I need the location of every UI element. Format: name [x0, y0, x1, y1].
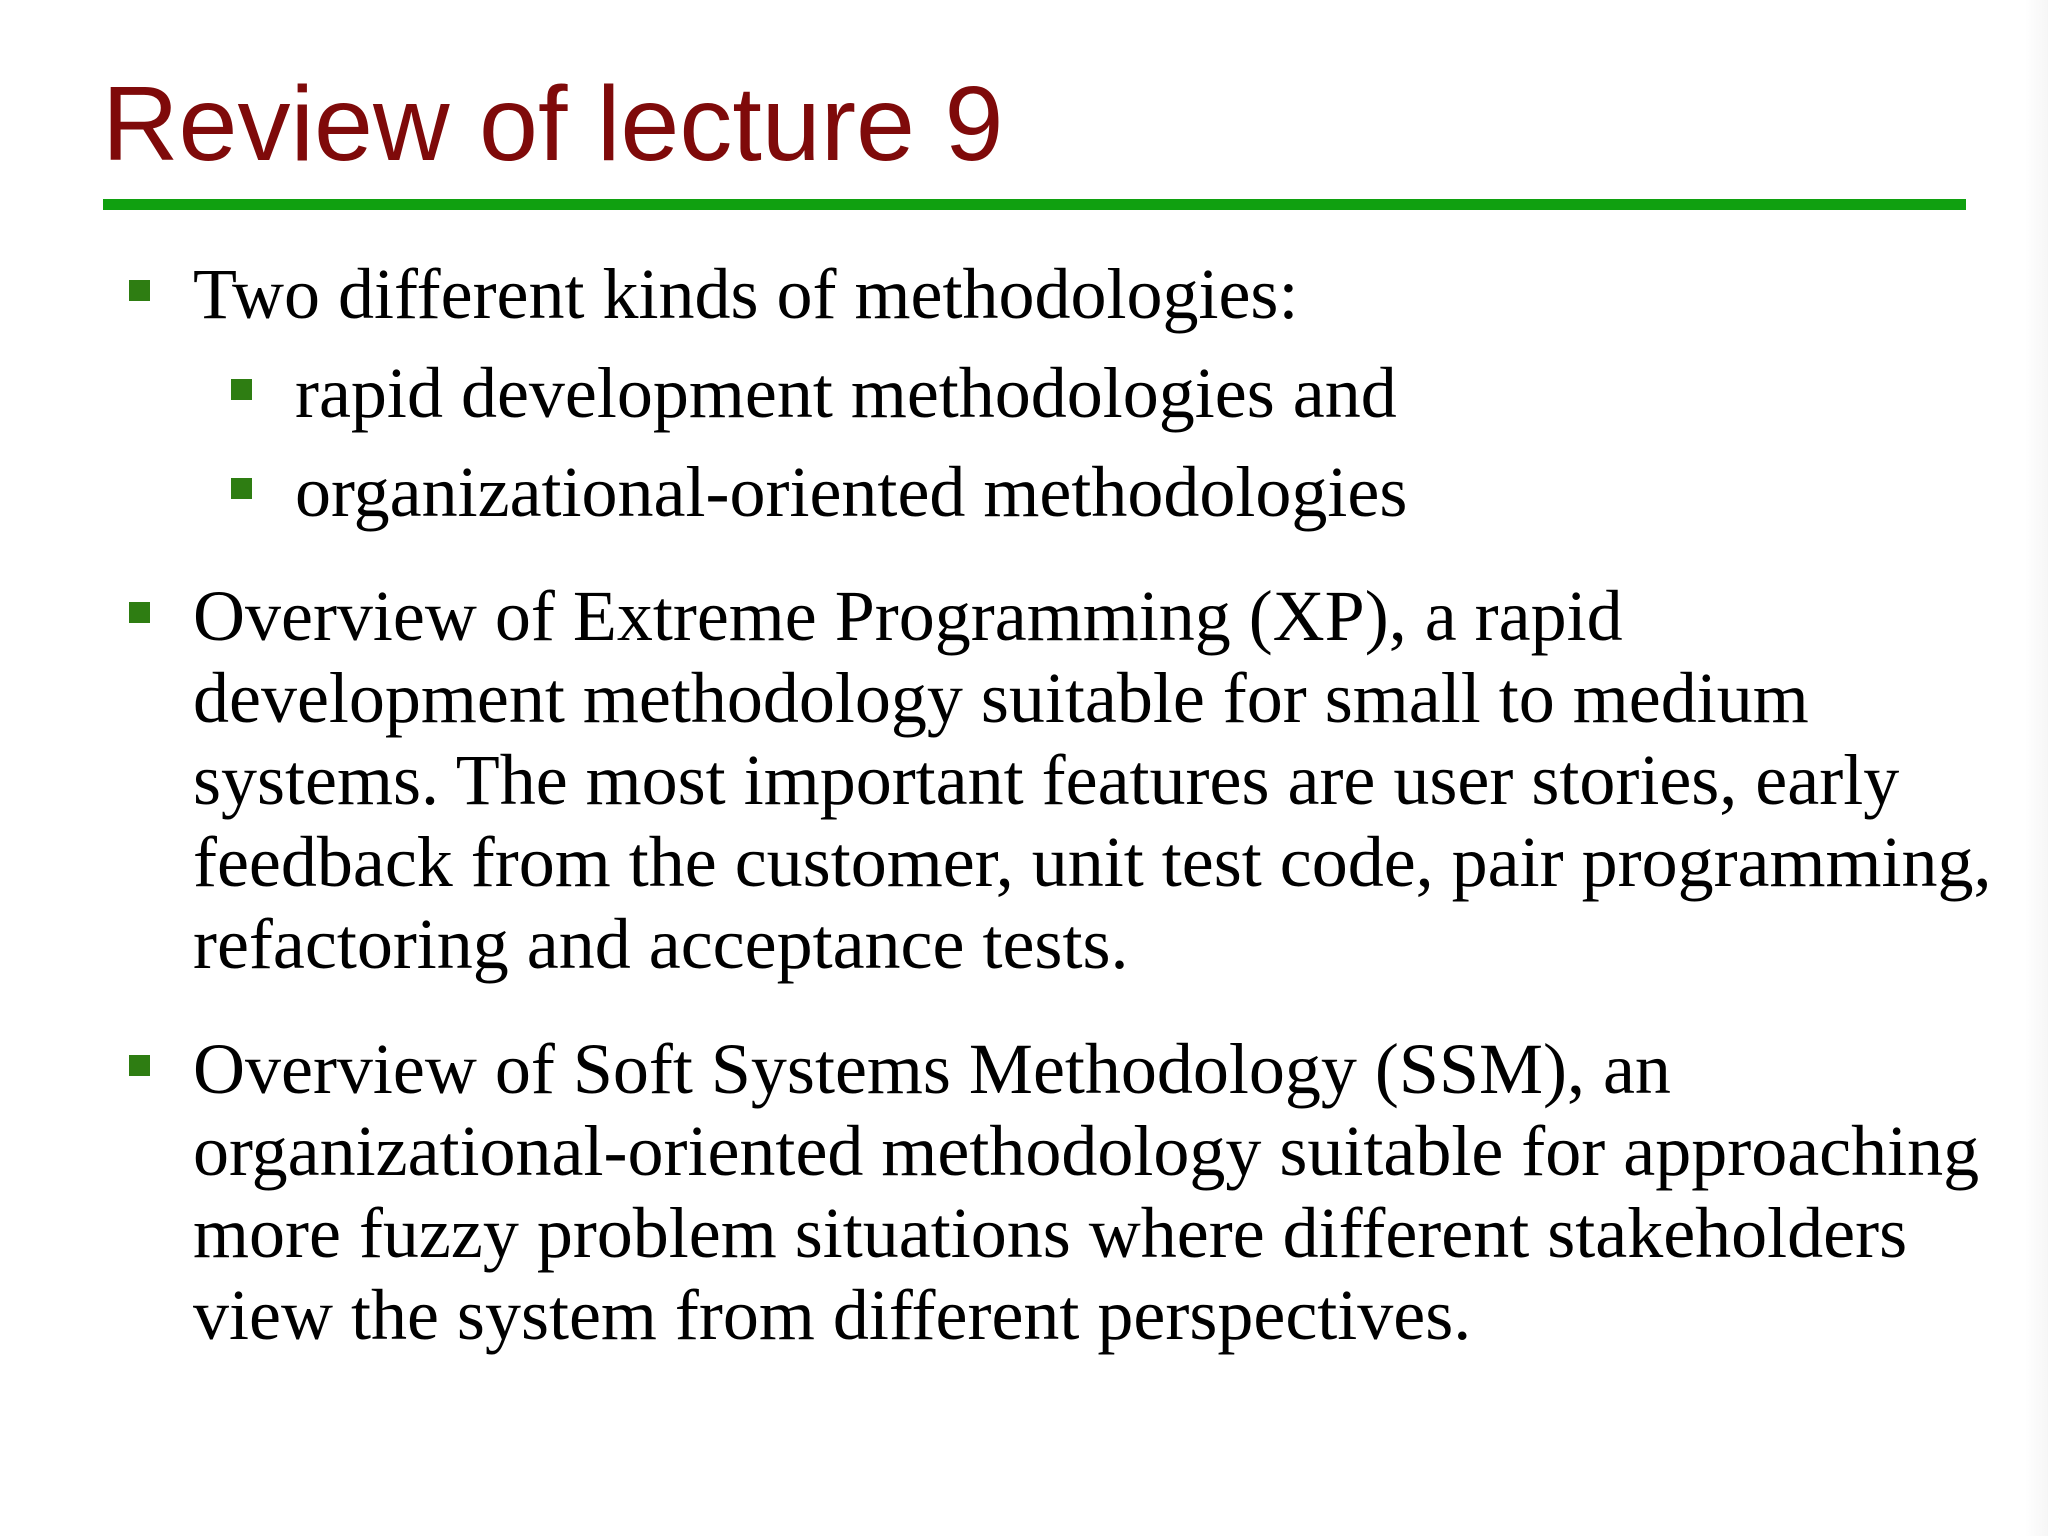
bullet-item-rapid-development — [295, 352, 1975, 434]
slide-title: Review of lecture 9 — [102, 65, 1004, 183]
bullet-text: Two different kinds of methodologies: — [193, 254, 1299, 334]
square-bullet-icon — [231, 379, 252, 400]
square-bullet-icon — [129, 280, 150, 301]
bullet-item-methodology-kinds — [193, 253, 1983, 335]
bullet-text: rapid development methodologies and — [295, 353, 1397, 433]
bullet-item-extreme-programming — [193, 575, 1993, 985]
slide-edge-shadow — [2024, 0, 2048, 1536]
bullet-item-organizational-oriented — [295, 451, 1975, 533]
bullet-text: Overview of Soft Systems Methodology (SSM), an organizational-oriented methodology suitable for approaching more fuzzy problem situations where different stakeholders view the system from different perspectives. — [193, 1029, 1980, 1355]
title-underline-rule — [103, 199, 1966, 210]
bullet-text: organizational-oriented methodologies — [295, 452, 1408, 532]
square-bullet-icon — [129, 602, 150, 623]
bullet-item-soft-systems-methodology — [193, 1028, 1993, 1356]
square-bullet-icon — [231, 478, 252, 499]
bullet-text: Overview of Extreme Programming (XP), a rapid development methodology suitable for small to medium systems. The most important features are user stories, early feedback from the customer, unit test code, pair programming, refactoring and acceptance tests. — [193, 576, 1992, 984]
square-bullet-icon — [129, 1055, 150, 1076]
